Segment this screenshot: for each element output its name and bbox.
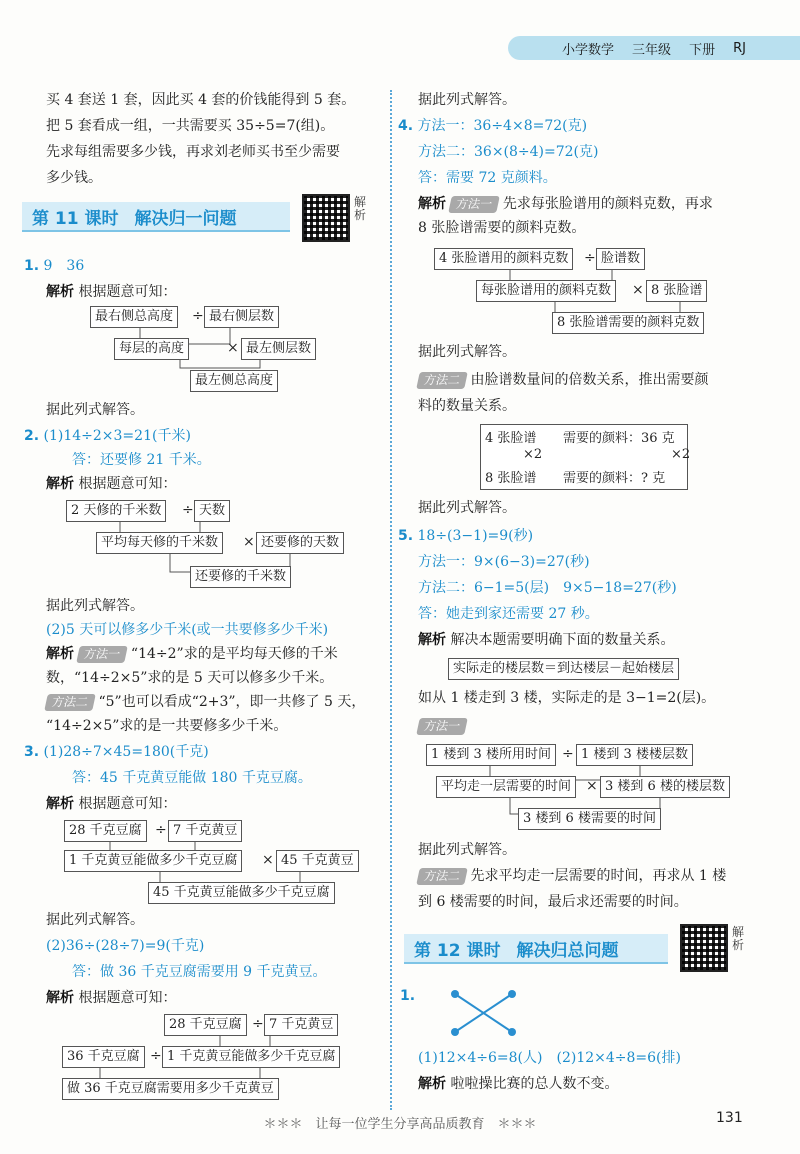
q5-method-2-formula: 方法二：6−1=5(层) 9×5−18=27(秒) xyxy=(418,580,677,596)
q4-after-2: 据此列式解答。 xyxy=(418,500,516,516)
flow-box: 3 楼到 6 楼的楼层数 xyxy=(600,776,730,798)
flow-box: 7 千克黄豆 xyxy=(168,820,242,842)
divide-sign: ÷ xyxy=(155,822,167,838)
q4-answer: 答：需要 72 克颜料。 xyxy=(418,170,557,186)
q4-method-2-text: 由脸谱数量间的倍数关系，推出需要颜 xyxy=(470,372,709,388)
q4-method-1 xyxy=(398,116,587,136)
analysis-label: 解析 xyxy=(46,284,74,300)
right-top-line: 据此列式解答。 xyxy=(418,92,516,108)
q5-method-1-tag-line xyxy=(418,716,466,736)
q2-method-2-line xyxy=(46,692,365,712)
q5-method-1-formula: 方法一：9×(6−3)=27(秒) xyxy=(418,554,590,570)
method-1-tag: 方法一 xyxy=(416,718,468,735)
q2-number: 2. xyxy=(24,428,40,444)
analysis-label: 解析 xyxy=(418,1076,446,1092)
header-subject: 小学数学 xyxy=(562,42,615,58)
intro-line-4: 多少钱。 xyxy=(46,170,102,186)
method-2-tag: 方法二 xyxy=(44,694,96,711)
qr-code-icon[interactable] xyxy=(680,924,728,972)
q3-part-2: (2)36÷(28÷7)=9(千克) xyxy=(46,938,205,954)
multiply-sign: × xyxy=(632,282,644,298)
lesson-11-title: 第 11 课时 xyxy=(32,208,119,229)
q1-answer: 9 36 xyxy=(43,258,85,274)
divide-sign: ÷ xyxy=(584,250,596,266)
divide-sign: ÷ xyxy=(562,746,574,762)
q5-analysis-line xyxy=(418,630,674,650)
q2-after: 据此列式解答。 xyxy=(46,598,144,614)
method-1-tag: 方法一 xyxy=(449,196,501,213)
q5-number: 5. xyxy=(398,528,414,544)
q5-example: 如从 1 楼走到 3 楼，实际走的是 3−1=2(层)。 xyxy=(418,690,716,706)
q2-method-1-line xyxy=(46,644,338,664)
ratio-row-1-a: 4 张脸谱 xyxy=(485,431,537,446)
q5-formula: 18÷(3−1)=9(秒) xyxy=(417,528,534,544)
ratio-row-2-a: 8 张脸谱 xyxy=(485,471,537,486)
divide-sign: ÷ xyxy=(192,308,204,324)
lesson-11-heading xyxy=(22,202,290,232)
divide-sign: ÷ xyxy=(182,502,194,518)
analysis-label: 解析 xyxy=(46,990,74,1006)
flow-box: 做 36 千克豆腐需要用多少千克黄豆 xyxy=(62,1078,279,1100)
lesson-12-heading xyxy=(404,934,668,964)
flow-box: 3 楼到 6 楼需要的时间 xyxy=(518,808,661,830)
flow-box: 最左侧层数 xyxy=(241,338,316,360)
analysis-label: 解析 xyxy=(418,632,446,648)
lesson-11-subtitle: 解决归一问题 xyxy=(134,208,237,229)
flow-box: 8 张脸谱 xyxy=(646,280,707,302)
q4-method-2-text-2: 料的数量关系。 xyxy=(418,398,516,414)
q1-analysis-line xyxy=(46,282,176,302)
flow-box: 脸谱数 xyxy=(596,248,645,270)
method-2-tag: 方法二 xyxy=(416,868,468,885)
flow-box: 每张脸谱用的颜料克数 xyxy=(476,280,616,302)
flow-box: 1 千克黄豆能做多少千克豆腐 xyxy=(162,1046,340,1068)
header-edition: RJ xyxy=(733,40,746,56)
flow-box: 1 千克黄豆能做多少千克豆腐 xyxy=(64,850,242,872)
flow-box: 4 张脸谱用的颜料克数 xyxy=(434,248,573,270)
flow-box: 还要修的千米数 xyxy=(190,566,291,588)
q2-method-1-text: “14÷2”求的是平均每天修的千米 xyxy=(130,646,338,662)
q4-method-2-line xyxy=(418,370,708,390)
multiply-sign: × xyxy=(586,778,598,794)
flow-box: 8 张脸谱需要的颜料克数 xyxy=(552,312,704,334)
method-1-tag: 方法一 xyxy=(77,646,129,663)
relation-box: 实际走的楼层数＝到达楼层－起始楼层 xyxy=(448,658,679,680)
header-grade: 三年级 xyxy=(632,42,672,58)
q3-answer-1: 答：45 千克黄豆能做 180 千克豆腐。 xyxy=(72,770,312,786)
q5-answer: 答：她走到家还需要 27 秒。 xyxy=(418,606,599,622)
flow-box: 天数 xyxy=(194,500,230,522)
q2-method-1-text-2: 数，“14÷2×5”求的是 5 天可以修多少千米。 xyxy=(46,670,334,686)
method-2-tag: 方法二 xyxy=(416,372,468,389)
flow-box: 1 楼到 3 楼楼层数 xyxy=(576,744,693,766)
q3-analysis-2-text: 根据题意可知： xyxy=(78,990,177,1006)
multiply-sign: × xyxy=(262,852,274,868)
q4-analysis-line xyxy=(418,194,713,214)
analysis-label: 解析 xyxy=(46,476,74,492)
q5-analysis-text: 解决本题需要明确下面的数量关系。 xyxy=(450,632,675,648)
intro-line-1: 买 4 套送 1 套，因此买 4 套的价钱能得到 5 套。 xyxy=(46,92,356,108)
flow-box: 7 千克黄豆 xyxy=(264,1014,338,1036)
ratio-mid-left: ×2 xyxy=(523,447,543,462)
ratio-row-2-b: 需要的颜料：? 克 xyxy=(563,471,666,486)
q3-analysis-text: 根据题意可知： xyxy=(78,796,177,812)
q3-answer-2: 答：做 36 千克豆腐需要用 9 千克黄豆。 xyxy=(72,964,327,980)
r-q1-number: 1. xyxy=(400,988,416,1004)
q4-number: 4. xyxy=(398,118,414,134)
ratio-mid-right: ×2 xyxy=(671,447,691,462)
flow-box: 36 千克豆腐 xyxy=(62,1046,145,1068)
flow-box: 1 楼到 3 楼所用时间 xyxy=(426,744,556,766)
q5-method-2-text-2: 到 6 楼需要的时间，最后求还需要的时间。 xyxy=(418,894,688,910)
qr-label: 解析 xyxy=(732,925,745,952)
qr-label: 解析 xyxy=(354,195,367,222)
flow-box: 最右侧总高度 xyxy=(90,306,178,328)
intro-line-3: 先求每组需要多少钱，再求刘老师买书至少需要 xyxy=(46,144,340,160)
divide-sign: ÷ xyxy=(252,1016,264,1032)
multiply-sign: × xyxy=(227,340,239,356)
ratio-table xyxy=(480,424,691,490)
footer-slogan: ＊＊＊ 让每一位学生分享高品质教育 ＊＊＊ xyxy=(263,1117,537,1132)
q3-number: 3. xyxy=(24,744,40,760)
header-bar xyxy=(508,36,800,60)
lesson-12-subtitle: 解决归总问题 xyxy=(516,940,619,961)
flow-box: 28 千克豆腐 xyxy=(164,1014,247,1036)
q3-analysis-2-line xyxy=(46,988,176,1008)
q2-analysis-line xyxy=(46,474,176,494)
q4-method-2-formula: 方法二：36×(8÷4)=72(克) xyxy=(418,144,599,160)
q5-method-2-text: 先求平均走一层需要的时间，再求从 1 楼 xyxy=(470,868,727,884)
q4-method-1-formula: 方法一：36÷4×8=72(克) xyxy=(417,118,588,134)
lesson-12-title: 第 12 课时 xyxy=(414,940,501,961)
qr-code-icon[interactable] xyxy=(302,194,350,242)
analysis-label: 解析 xyxy=(46,796,74,812)
multiply-sign: × xyxy=(243,534,255,550)
q2-part-1: (1)14÷2×3=21(千米) xyxy=(43,428,191,444)
q5-method-2-line xyxy=(418,866,726,886)
flow-box: 45 千克黄豆能做多少千克豆腐 xyxy=(148,882,335,904)
flow-box: 平均每天修的千米数 xyxy=(96,532,223,554)
q5-line-1 xyxy=(398,526,533,546)
page-number: 131 xyxy=(716,1110,743,1126)
q5-after: 据此列式解答。 xyxy=(418,842,516,858)
ratio-row-1-b: 需要的颜料：36 克 xyxy=(563,431,675,446)
q1-number: 1. xyxy=(24,258,40,274)
q1-analysis-text: 根据题意可知： xyxy=(78,284,177,300)
q2-method-2-text-2: “14÷2×5”求的是一共要修多少千米。 xyxy=(46,718,288,734)
analysis-label: 解析 xyxy=(418,196,446,212)
intro-line-2: 把 5 套看成一组，一共需要买 35÷5=7(组)。 xyxy=(46,118,335,134)
q3-line-1 xyxy=(24,742,209,762)
column-divider xyxy=(390,90,392,1110)
flow-box: 平均走一层需要的时间 xyxy=(436,776,576,798)
q4-analysis-text: 先求每张脸谱用的颜料克数，再求 xyxy=(502,196,713,212)
q3-part-1: (1)28÷7×45=180(千克) xyxy=(43,744,209,760)
analysis-label: 解析 xyxy=(46,646,74,662)
flow-box: 最右侧层数 xyxy=(204,306,279,328)
flow-box: 45 千克黄豆 xyxy=(276,850,359,872)
divide-sign: ÷ xyxy=(150,1048,162,1064)
q2-part-2: (2)5 天可以修多少千米(或一共要修多少千米) xyxy=(46,622,329,638)
q1-after: 据此列式解答。 xyxy=(46,402,144,418)
q4-after: 据此列式解答。 xyxy=(418,344,516,360)
header-volume: 下册 xyxy=(689,42,716,58)
flow-box: 28 千克豆腐 xyxy=(64,820,147,842)
flow-box: 还要修的天数 xyxy=(256,532,344,554)
r-q1-analysis-text: 啦啦操比赛的总人数不变。 xyxy=(450,1076,619,1092)
q4-analysis-text-2: 8 张脸谱需要的颜料克数。 xyxy=(418,220,586,236)
q3-analysis-line xyxy=(46,794,176,814)
r-q1-answer: (1)12×4÷6=8(人) (2)12×4÷8=6(排) xyxy=(418,1050,681,1066)
q2-analysis-text: 根据题意可知： xyxy=(78,476,177,492)
flow-box: 每层的高度 xyxy=(114,338,189,360)
r-q1-number-line xyxy=(400,986,415,1006)
q2-line-1 xyxy=(24,426,191,446)
q2-method-2-text: “5”也可以看成“2+3”，即一共修了 5 天， xyxy=(98,694,366,710)
q3-after: 据此列式解答。 xyxy=(46,912,144,928)
q2-answer-1: 答：还要修 21 千米。 xyxy=(72,452,211,468)
q1-answer-line xyxy=(24,256,84,276)
flow-box: 2 天修的千米数 xyxy=(66,500,166,522)
r-q1-analysis-line xyxy=(418,1074,618,1094)
flow-box: 最左侧总高度 xyxy=(190,370,278,392)
